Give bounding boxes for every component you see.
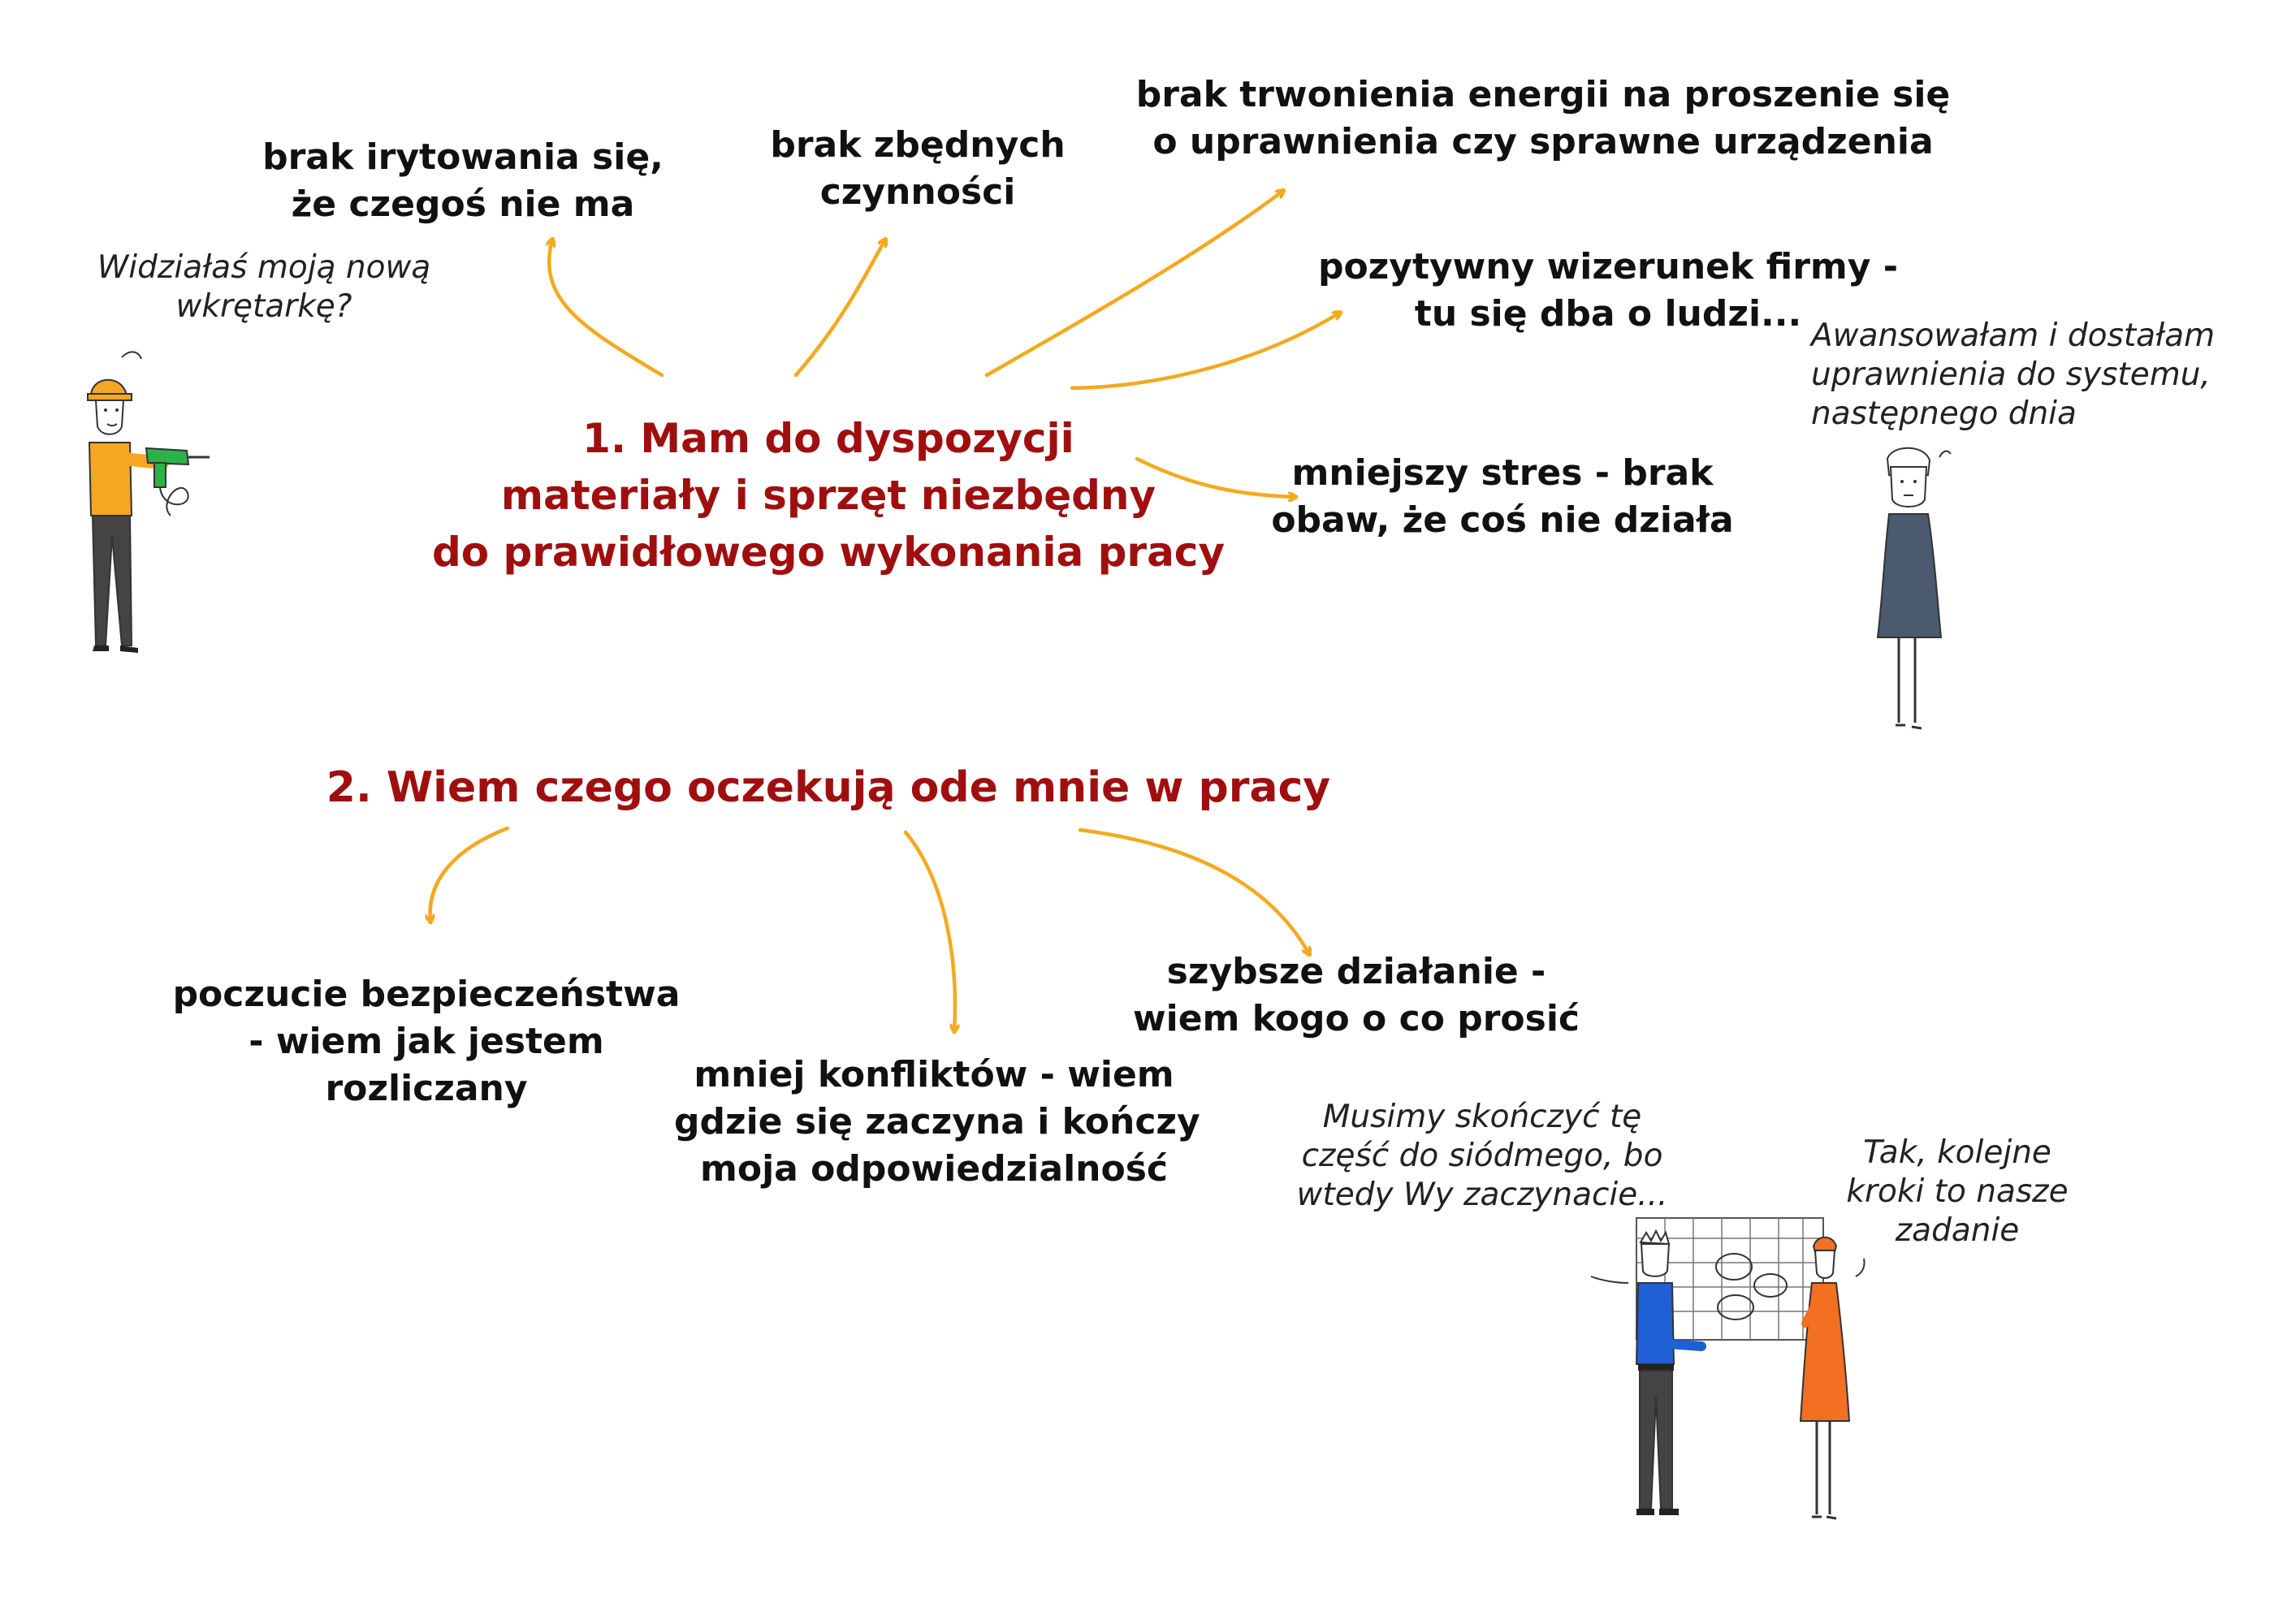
- construction-worker-drill-icon: [73, 349, 219, 658]
- woman-standing-icon: [1860, 443, 1965, 735]
- benefit-no-wasted-energy: brak trwonienia energii na proszenie się o uprawnienia czy sprawne urządzenia: [1135, 74, 1951, 162]
- benefit-less-stress: mniejszy stres - brak obaw, że coś nie działa: [1271, 452, 1734, 541]
- speech-planner: Musimy skończyć tę część do siódmego, bo wtedy Wy zaczynacie...: [1296, 1099, 1668, 1213]
- benefit-no-unnecessary-tasks: brak zbędnych czynności: [770, 124, 1066, 213]
- people-planning-board-icon: [1588, 1202, 1880, 1531]
- arrow-to-speed: [1080, 830, 1309, 954]
- benefit-positive-image: pozytywny wizerunek firmy - tu się dba o ludzi...: [1317, 246, 1899, 335]
- speech-promoted: Awansowałam i dostałam uprawnienia do systemu, następnego dnia: [1811, 317, 2216, 432]
- speech-colleague: Tak, kolejne kroki to nasze zadanie: [1846, 1134, 2069, 1249]
- benefit-fewer-conflicts: mniej konfliktów - wiem gdzie się zaczyna i kończy moja odpowiedzialność: [674, 1054, 1200, 1190]
- arrow-to-conflicts: [906, 832, 955, 1031]
- benefit-safety: poczucie bezpieczeństwa - wiem jak jestem rozliczany: [172, 974, 681, 1109]
- benefit-no-irritation: brak irytowania się, że czegoś nie ma: [262, 136, 664, 225]
- arrow-to-irritation: [549, 240, 662, 375]
- section1-heading: 1. Mam do dyspozycji materiały i sprzęt niezbędny do prawidłowego wykonania pracy: [431, 415, 1226, 576]
- arrow-to-unnecessary-tasks: [796, 240, 885, 375]
- section2-heading: 2. Wiem czego oczekują ode mnie w pracy: [326, 763, 1331, 812]
- speech-worker: Widziałaś moją nową wkrętarkę?: [97, 249, 431, 325]
- benefit-faster-action: szybsze działanie - wiem kogo o co prosić: [1132, 951, 1580, 1039]
- arrow-to-energy: [987, 191, 1283, 375]
- arrow-to-safety: [430, 828, 508, 922]
